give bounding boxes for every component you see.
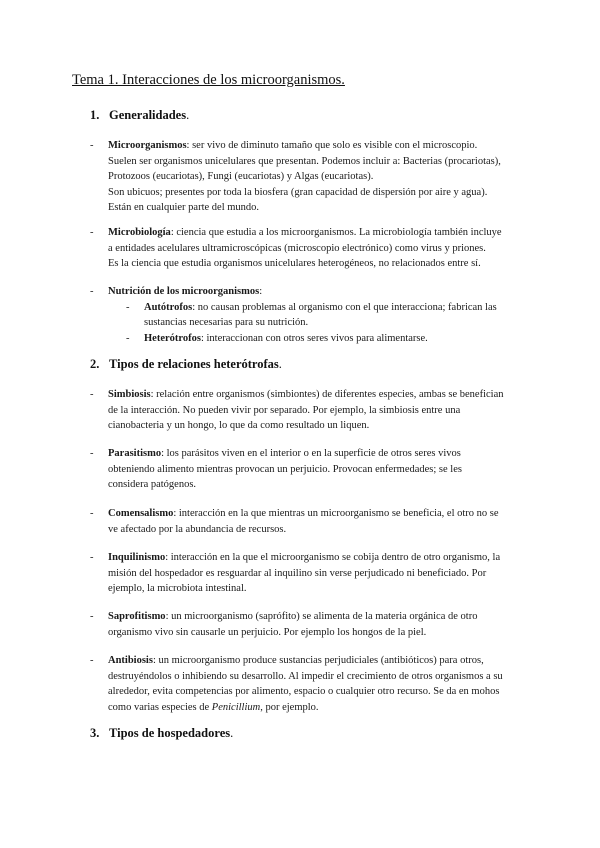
section-heading-generalidades: 1. Generalidades. <box>90 108 190 122</box>
item-saprofitismo: - Saprofitismo: un microorganismo (saprófito) se alimenta de la materia orgánica de otro organismo vivo sin causarle un perjuicio. Por ejemplo los hongos de la piel. <box>90 611 478 638</box>
term: Microorganismos <box>108 140 187 151</box>
section-heading-relaciones: 2. Tipos de relaciones heterótrofas. <box>90 357 282 371</box>
item-microorganismos: - Microorganismos: ser vivo de diminuto tamaño que solo es visible con el microscopio. Suelen ser organismos unicelulares que presentan. Podemos incluir a: Bacterias (procariotas), Protozoos (eucariotas), Fungi (eucariotas) y Algas (eucariotas). Son ubicuos; presentes por toda la biosfera (gran capacidad de dispersión por aire y agua). Están en cualquier parte del mundo. <box>90 140 501 213</box>
item-parasitismo: - Parasitismo: los parásitos viven en el interior o en la superficie de otros seres vivos obteniendo alimento mientras provocan un perjuicio. Provocan enfermedades; se les considera patógenos. <box>90 448 462 490</box>
term: Microbiología <box>108 227 171 238</box>
item-nutricion: - Nutrición de los microorganismos: - Autótrofos: no causan problemas al organismo con el que interacciona; fabrican las sustancias necesarias para su nutrición. - Heterótrofos: interaccionan con otros seres vivos para alimentarse. <box>90 284 530 346</box>
term: Nutrición de los microorganismos <box>108 286 260 297</box>
section-label: Generalidades <box>109 108 187 122</box>
section-heading-hospedadores: 3. Tipos de hospedadores. <box>90 726 234 740</box>
item-simbiosis: - Simbiosis: relación entre organismos (simbiontes) de diferentes especies, ambas se benefician de la interacción. No pueden vivir por separado. Por ejemplo, la simbiosis entre una cianobacteria y un hongo, lo que da como resultado un liquen. <box>90 389 504 431</box>
item-antibiosis: - Antibiosis: un microorganismo produce sustancias perjudiciales (antibióticos) para otros, destruyéndolos o inhibiendo su desarrollo. Al impedir el crecimiento de otros organismos a su alrededor, evita competencias por alimento, espacio o cualquier otro recurso. Se da en mohos como varias especies de Penicillium, por ejemplo. <box>90 655 503 713</box>
document-title: Tema 1. Interacciones de los microorganismos. <box>72 72 345 88</box>
item-inquilinismo: - Inquilinismo: interacción en la que el microorganismo se cobija dentro de otro organismo, la misión del hospedador es resguardar al inquilino sin verse perjudicado ni beneficiado. Por ejemplo, la microbiota intestinal. <box>90 552 501 594</box>
item-comensalismo: - Comensalismo: interacción en la que mientras un microorganismo se beneficia, el otro no se ve afectado por la abundancia de recursos. <box>90 508 499 535</box>
subitem-heterotrofos: - Heterótrofos: interaccionan con otros seres vivos para alimentarse. <box>126 332 428 344</box>
section-number: 1. <box>90 108 100 122</box>
item-microbiologia: - Microbiología: ciencia que estudia a los microorganismos. La microbiología también incluye a entidades acelulares ultramicroscópicas (microscopio electrónico) como virus y priones. Es la ciencia que estudia organismos unicelulares heterogéneos, no relacionados entre sí. <box>90 227 502 269</box>
subitem-autotrofos: - Autótrofos: no causan problemas al organismo con el que interacciona; fabrican las sustancias necesarias para su nutrición. <box>126 301 497 328</box>
